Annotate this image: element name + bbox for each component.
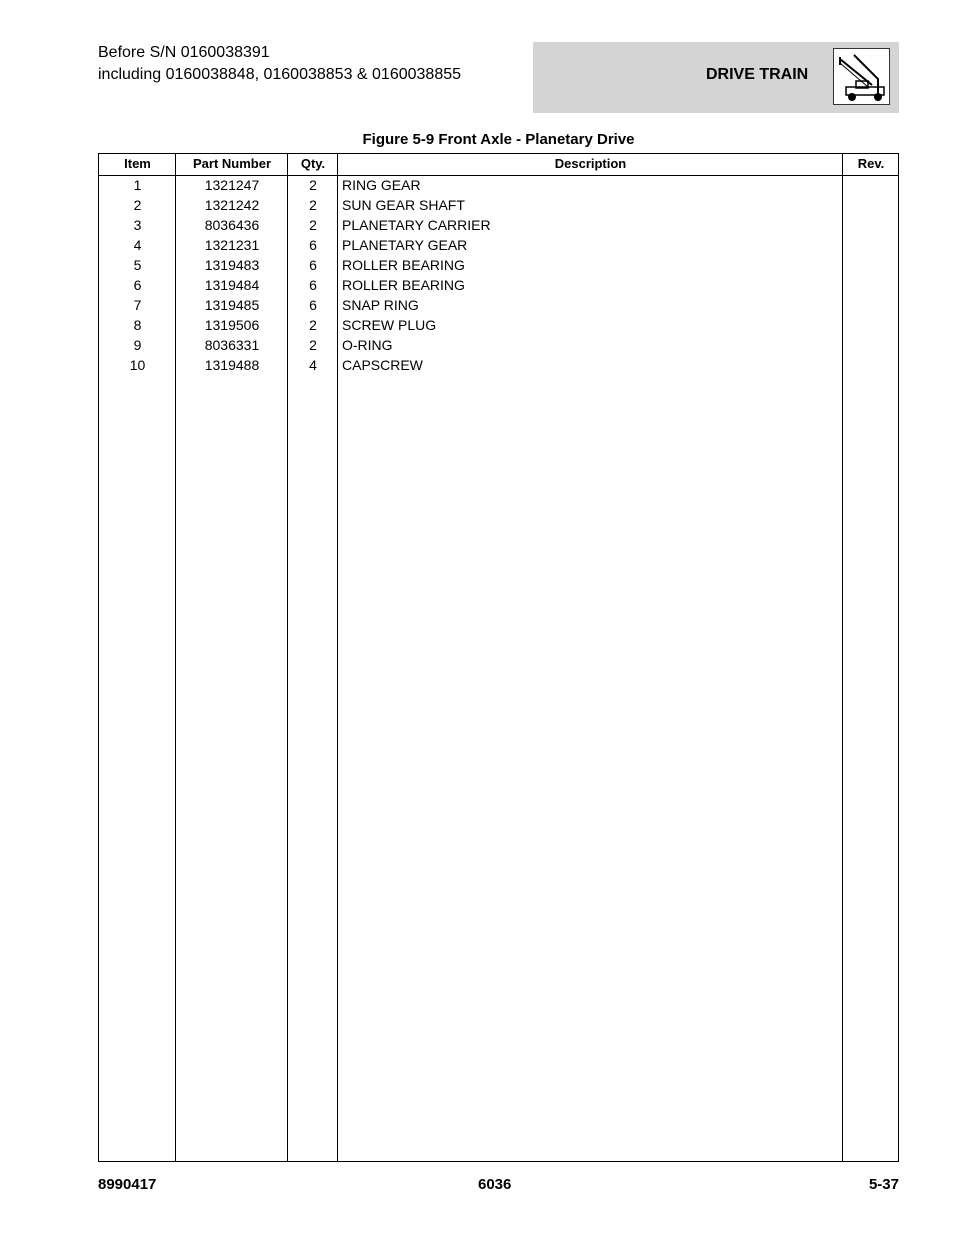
telehandler-icon bbox=[833, 48, 890, 105]
section-title: DRIVE TRAIN bbox=[706, 66, 809, 83]
table-row bbox=[99, 295, 898, 315]
description-cell: ROLLER BEARING bbox=[342, 257, 465, 273]
description-cell: CAPSCREW bbox=[342, 357, 423, 373]
part-number-cell: 8036331 bbox=[204, 337, 260, 353]
item-cell: 9 bbox=[133, 337, 142, 353]
description-cell: PLANETARY CARRIER bbox=[342, 217, 491, 233]
table-row bbox=[99, 275, 898, 295]
description-cell: RING GEAR bbox=[342, 177, 421, 193]
column-header-part-number: Part Number bbox=[192, 156, 272, 171]
part-number-cell: 1319506 bbox=[204, 317, 260, 333]
column-header-item: Item bbox=[124, 156, 151, 171]
column-header-description: Description bbox=[554, 156, 627, 171]
qty-cell: 6 bbox=[309, 257, 317, 273]
description-cell: O-RING bbox=[342, 337, 393, 353]
qty-cell: 6 bbox=[309, 237, 317, 253]
rev-cell bbox=[843, 255, 899, 275]
description-cell: PLANETARY GEAR bbox=[342, 237, 468, 253]
rev-cell bbox=[843, 195, 899, 215]
section-banner bbox=[533, 42, 899, 113]
part-number-cell: 1321247 bbox=[204, 177, 260, 193]
qty-cell: 6 bbox=[309, 277, 317, 293]
part-number-cell: 8036436 bbox=[204, 217, 260, 233]
qty-cell: 2 bbox=[309, 317, 317, 333]
page-number: 5-37 bbox=[868, 1176, 899, 1193]
qty-cell: 4 bbox=[309, 357, 317, 373]
item-cell: 2 bbox=[133, 197, 142, 213]
item-cell: 10 bbox=[129, 357, 146, 373]
item-cell: 3 bbox=[133, 217, 142, 233]
rev-cell bbox=[843, 355, 899, 375]
rev-cell bbox=[843, 235, 899, 255]
part-number-cell: 1319485 bbox=[204, 297, 260, 313]
model-number: 6036 bbox=[478, 1176, 512, 1193]
doc-number: 8990417 bbox=[98, 1176, 157, 1193]
description-cell: ROLLER BEARING bbox=[342, 277, 465, 293]
description-cell: SUN GEAR SHAFT bbox=[342, 197, 465, 213]
table-row bbox=[99, 335, 898, 355]
table-row bbox=[99, 235, 898, 255]
rev-cell bbox=[843, 315, 899, 335]
table-row bbox=[99, 315, 898, 335]
rev-cell bbox=[843, 335, 899, 355]
part-number-cell: 1319483 bbox=[204, 257, 260, 273]
table-row bbox=[99, 215, 898, 235]
serial-info bbox=[98, 42, 461, 86]
figure-title: Figure 5-9 Front Axle - Planetary Drive bbox=[362, 131, 635, 148]
qty-cell: 6 bbox=[309, 297, 317, 313]
part-number-cell: 1319488 bbox=[204, 357, 260, 373]
item-cell: 1 bbox=[133, 177, 142, 193]
qty-cell: 2 bbox=[309, 197, 317, 213]
item-cell: 5 bbox=[133, 257, 142, 273]
part-number-cell: 1319484 bbox=[204, 277, 260, 293]
item-cell: 7 bbox=[133, 297, 142, 313]
rev-cell bbox=[843, 275, 899, 295]
serial-line-1: Before S/N 0160038391 bbox=[98, 44, 270, 61]
table-row bbox=[99, 175, 898, 195]
parts-table bbox=[98, 153, 899, 1162]
part-number-cell: 1321242 bbox=[204, 197, 260, 213]
qty-cell: 2 bbox=[309, 337, 317, 353]
item-cell: 4 bbox=[133, 237, 142, 253]
description-cell: SCREW PLUG bbox=[342, 317, 437, 333]
column-header-rev: Rev. bbox=[857, 156, 885, 171]
table-row bbox=[99, 355, 898, 375]
rev-cell bbox=[843, 175, 899, 195]
qty-cell: 2 bbox=[309, 177, 317, 193]
column-header-qty: Qty. bbox=[300, 156, 326, 171]
description-cell: SNAP RING bbox=[342, 297, 419, 313]
item-cell: 8 bbox=[133, 317, 142, 333]
item-cell: 6 bbox=[133, 277, 142, 293]
rev-cell bbox=[843, 295, 899, 315]
table-row bbox=[99, 195, 898, 215]
qty-cell: 2 bbox=[309, 217, 317, 233]
rev-cell bbox=[843, 215, 899, 235]
serial-line-2: including 0160038848, 0160038853 & 0160038855 bbox=[98, 66, 462, 83]
table-row bbox=[99, 255, 898, 275]
part-number-cell: 1321231 bbox=[204, 237, 260, 253]
